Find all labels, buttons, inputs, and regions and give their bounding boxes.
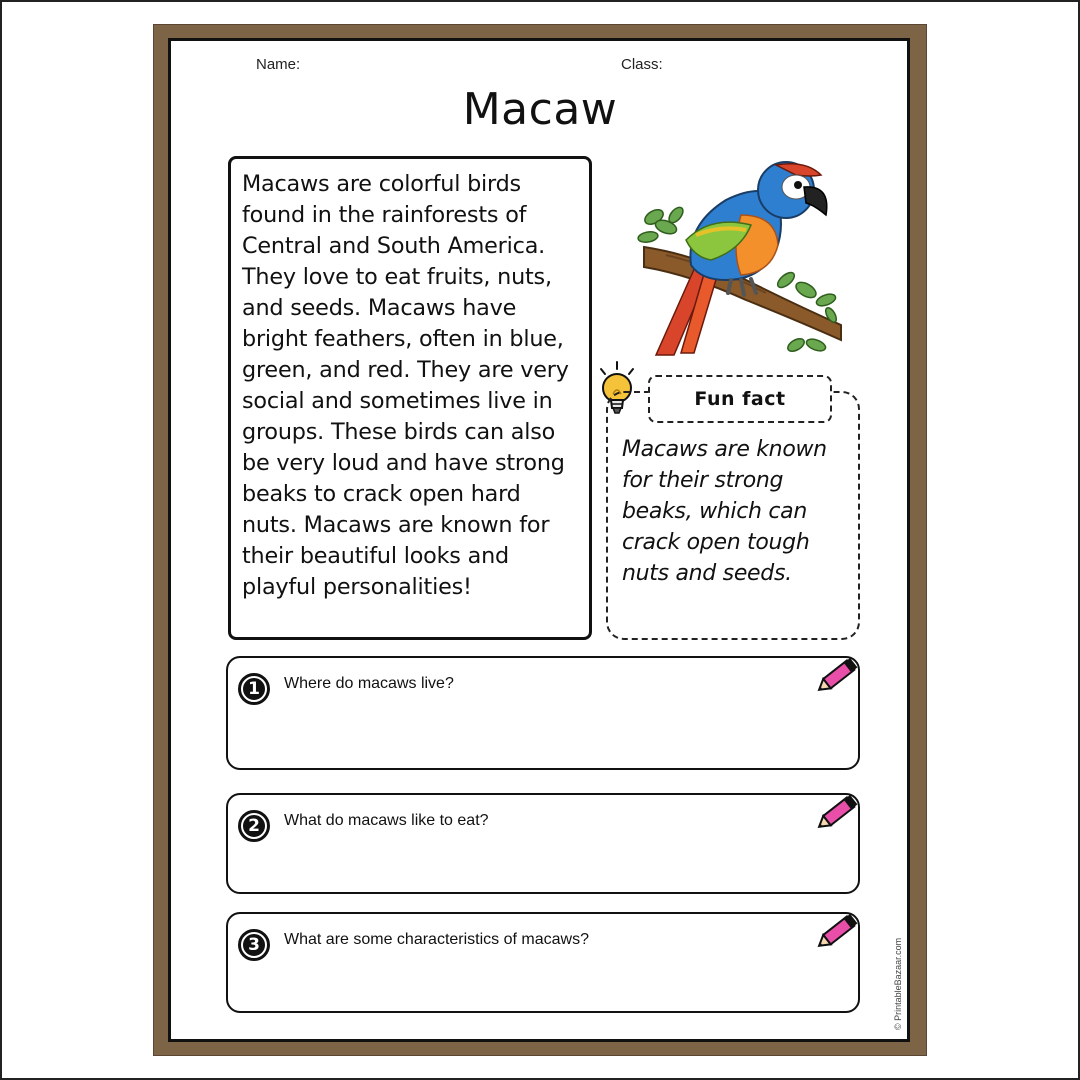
question-number: 1 (241, 676, 267, 702)
question-answer-box-3[interactable] (226, 912, 860, 1013)
fun-fact-label: Fun fact (648, 375, 832, 423)
fun-fact-text: Macaws are known for their strong beaks, which can crack open tough nuts and seeds. (622, 437, 827, 586)
question-text: Where do macaws live? (284, 675, 454, 692)
pencil-icon (812, 787, 864, 837)
question-answer-box-1[interactable] (226, 656, 860, 770)
question-number: 2 (241, 813, 267, 839)
reading-passage-box (228, 156, 592, 640)
question-number-badge (238, 810, 270, 842)
question-text: What are some characteristics of macaws? (284, 931, 589, 948)
page-title: Macaw (462, 84, 618, 135)
question-number-badge (238, 929, 270, 961)
class-label: Class: (621, 56, 663, 73)
copyright-text: © PrintableBazaar.com (893, 937, 903, 1030)
pencil-icon (812, 906, 864, 956)
pencil-icon (812, 650, 864, 700)
name-label: Name: (256, 56, 301, 73)
question-number-badge (238, 673, 270, 705)
question-number: 3 (241, 932, 267, 958)
question-answer-box-2[interactable] (226, 793, 860, 894)
macaw-illustration (636, 155, 846, 360)
question-text: What do macaws like to eat? (284, 812, 489, 829)
reading-passage-text: Macaws are colorful birds found in the rainforests of Central and South America. They love to eat fruits, nuts, and seeds. Macaws have bright feathers, often in blue, green, and red. They are very social and sometimes live in groups. These birds can also be very loud and have strong beaks to crack open hard nuts. Macaws are known for their beautiful looks and playful personalities! (242, 171, 569, 600)
